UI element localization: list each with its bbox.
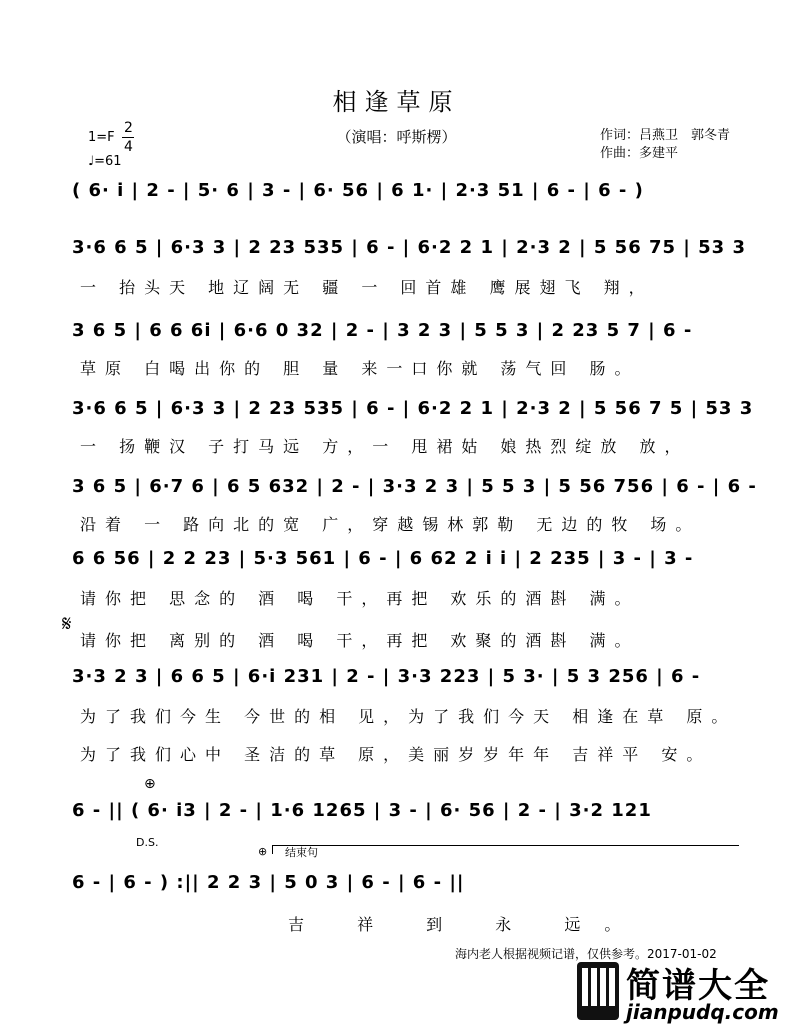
composer-credit: 作曲：多建平 [600,146,679,161]
score-row-7: 3·3 2 3 | 6 6 5 | 6·i 231 | 2 - | 3·3 223 | 5 3· | 5 3 256 | 6 - [72,666,701,687]
ending-label: 结束句 [285,846,318,859]
lyric-row-6a: 请你把 思念的 酒 喝 干，再把 欢乐的酒斟 满。 [80,589,640,608]
coda-mark-2: ⊕ [258,845,268,858]
time-sig-line [122,137,134,138]
time-sig-top: 2 [124,120,133,136]
score-row-5: 3 6 5 | 6·7 6 | 6 5 632 | 2 - | 3·3 2 3 | 5 5 3 | 5 56 756 | 6 - | 6 - [72,476,757,497]
ending-bracket [272,845,739,854]
lyricist-credit: 作词：吕燕卫 郭冬青 [600,128,731,143]
piano-logo-icon [577,962,619,1020]
lyric-row-4: 一 扬鞭汉 子打马远 方，一 甩裙姑 娘热烈绽放 放， [80,437,690,456]
tempo-mark: ♩=61 [88,154,122,169]
score-row-9: 6 - | 6 - ) :|| 2 2 3 | 5 0 3 | 6 - | 6 - || [72,872,465,893]
logo-url: jianpudq.com [626,1000,779,1024]
lyric-row-2: 一 抬头天 地辽阔无 疆 一 回首雄 鹰展翅飞 翔， [80,278,654,297]
singer-line: （演唱：呼斯楞） [336,128,457,146]
score-row-6: 6 6 56 | 2 2 23 | 5·3 561 | 6 - | 6 62 2 i i | 2 235 | 3 - | 3 - [72,548,694,569]
score-row-3: 3 6 5 | 6 6 6i | 6·6 0 32 | 2 - | 3 2 3 | 5 5 3 | 2 23 5 7 | 6 - [72,320,693,341]
key-signature: 1=F [88,130,115,145]
coda-mark: ⊕ [144,776,156,792]
logo-name: 简谱大全 [626,966,770,1006]
score-row-2: 3·6 6 5 | 6·3 3 | 2 23 535 | 6 - | 6·2 2 1 | 2·3 2 | 5 56 75 | 53 3 [72,237,746,258]
score-row-1: ( 6· i | 2 - | 5· 6 | 3 - | 6· 56 | 6 1· | 2·3 51 | 6 - | 6 - ) [72,180,644,201]
lyric-row-3: 草原 白喝出你的 胆 量 来一口你就 荡气回 肠。 [80,359,640,378]
segno-mark: 𝄋 [62,612,72,637]
footer-note: 海内老人根据视频记谱，仅供参考。2017-01-02 [455,947,717,961]
ds-mark: D.S. [136,836,159,849]
lyric-row-9: 吉 祥 到 永 远。 [288,915,645,934]
score-row-8: 6 - || ( 6· i3 | 2 - | 1·6 1265 | 3 - | 6· 56 | 2 - | 3·2 121 [72,800,652,821]
song-title: 相逢草原 [332,88,461,116]
lyric-row-7a: 为了我们今生 今世的相 见，为了我们今天 相逢在草 原。 [80,707,737,726]
lyric-row-7b: 为了我们心中 圣洁的草 原，美丽岁岁年年 吉祥平 安。 [80,745,712,764]
score-row-4: 3·6 6 5 | 6·3 3 | 2 23 535 | 6 - | 6·2 2 1 | 2·3 2 | 5 56 7 5 | 53 3 [72,398,754,419]
lyric-row-5: 沿着 一 路向北的宽 广，穿越锡林郭勒 无边的牧 场。 [80,515,701,534]
time-sig-bottom: 4 [124,139,133,155]
lyric-row-6b: 请你把 离别的 酒 喝 干，再把 欢聚的酒斟 满。 [80,631,640,650]
